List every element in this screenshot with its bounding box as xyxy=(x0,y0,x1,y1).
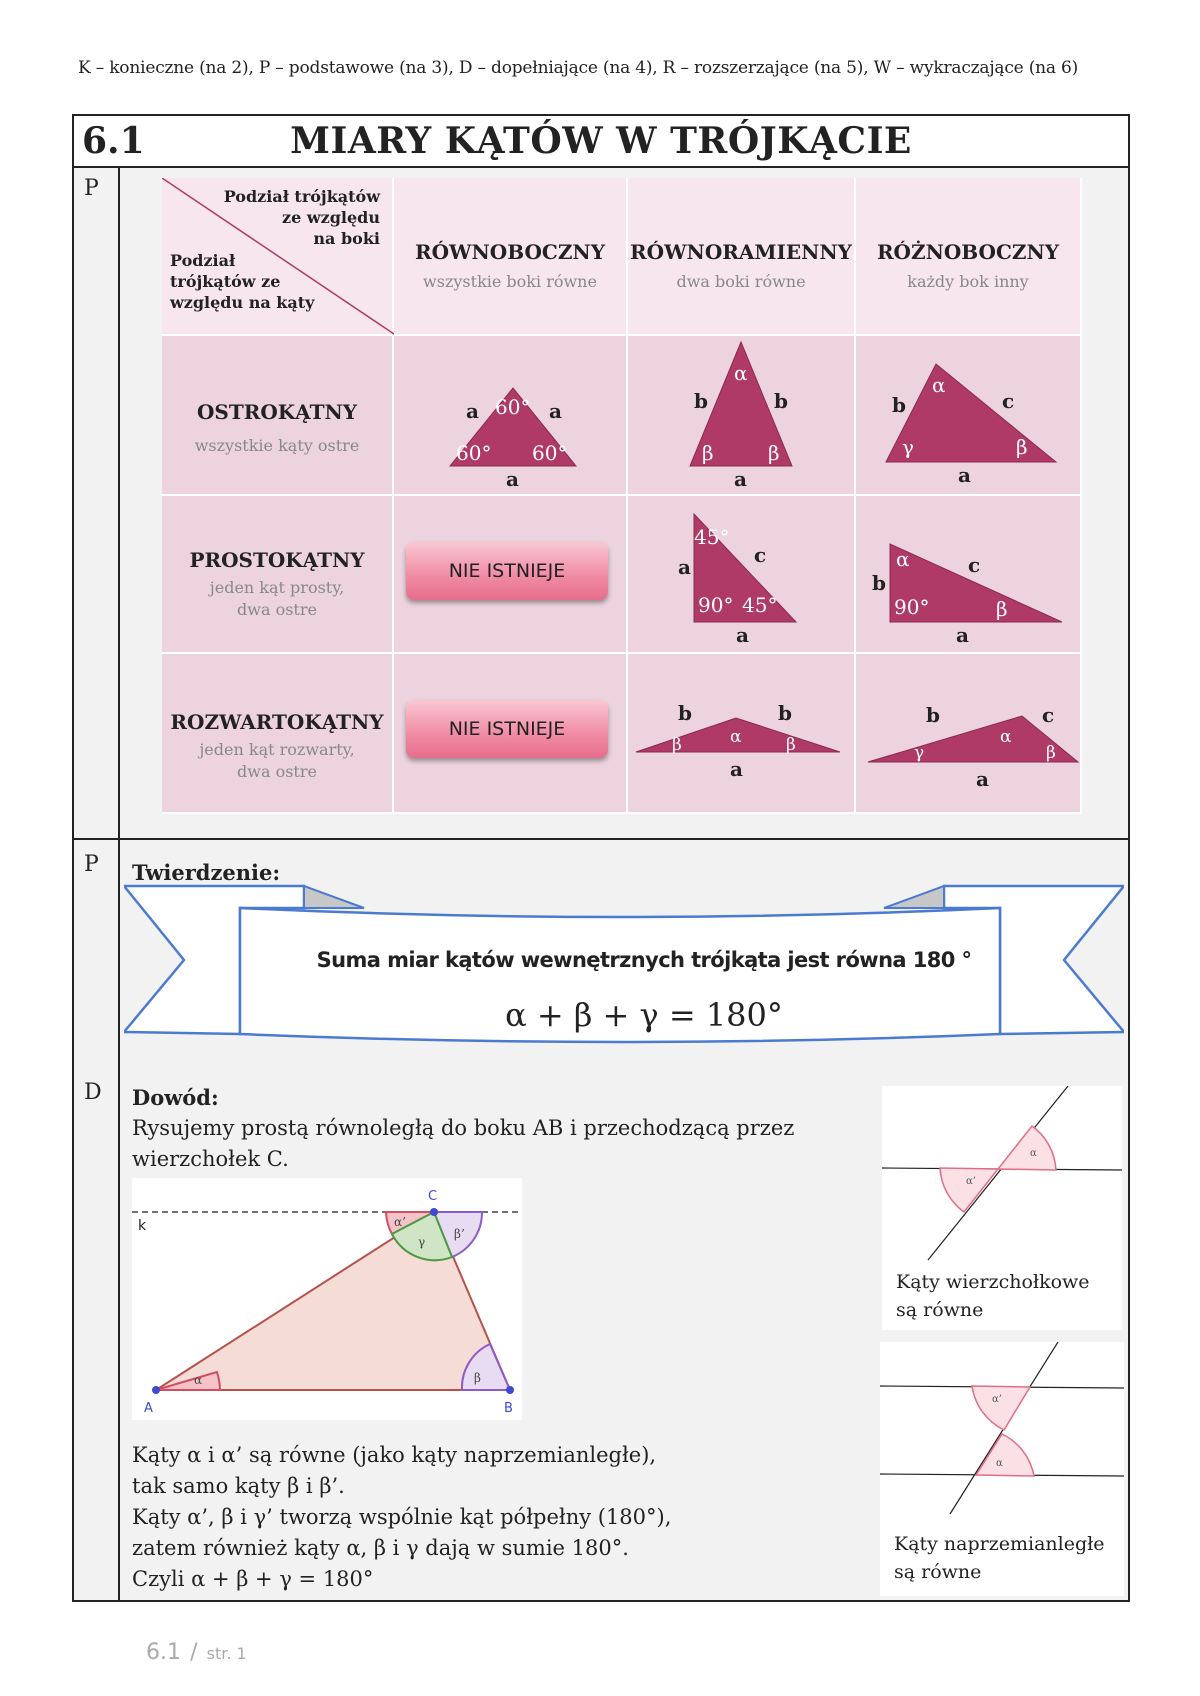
row-header-acute xyxy=(162,336,394,496)
angle-label: 60° xyxy=(495,395,531,419)
side-label: a xyxy=(730,757,743,781)
corner-bottom-line-1: Podział xyxy=(170,251,236,270)
side-label: c xyxy=(1042,703,1055,727)
corner-bottom-line-2: trójkątów ze xyxy=(170,272,281,291)
section-title: MIARY KĄTÓW W TRÓJKĄCIE xyxy=(290,120,912,162)
vertical-angles-figure xyxy=(882,1086,1122,1330)
column-title: RÓWNOBOCZNY xyxy=(415,240,605,264)
side-label: a xyxy=(956,623,969,647)
level-mark-table: P xyxy=(84,176,99,201)
angle-label: 45° xyxy=(694,525,730,549)
vertical-angles-diagram xyxy=(882,1086,1122,1266)
row-subtitle: jeden kąt prosty, xyxy=(209,578,345,597)
angle-label: γ xyxy=(914,743,925,763)
side-label: a xyxy=(549,399,562,423)
row-title: PROSTOKĄTNY xyxy=(189,548,365,572)
isosceles-acute-triangle xyxy=(628,336,856,496)
row-subtitle: dwa ostre xyxy=(237,600,317,619)
angle-label: β xyxy=(702,441,714,465)
caption-line: są równe xyxy=(896,1299,984,1321)
cell-obtuse-isosceles xyxy=(628,654,856,814)
column-subtitle: wszystkie boki równe xyxy=(423,272,597,291)
corner-top-line-2: ze względu xyxy=(282,208,380,227)
corner-top-line-1: Podział trójkątów xyxy=(223,187,380,206)
angle-label: β xyxy=(768,441,780,465)
proof-line: tak samo kąty β i β’. xyxy=(132,1474,345,1498)
caption-line: Kąty wierzchołkowe xyxy=(896,1271,1090,1293)
angle-label: 60° xyxy=(532,441,568,465)
not-exists-badge: NIE ISTNIEJE xyxy=(406,542,608,600)
angle-label: β xyxy=(996,597,1008,621)
angle-label: α xyxy=(1000,727,1012,747)
figure-caption xyxy=(896,1268,1090,1324)
side-label: b xyxy=(678,701,692,725)
proof-label: Dowód: xyxy=(132,1085,219,1110)
angle-label-alpha-prime: α’ xyxy=(394,1215,406,1229)
column-header-scalene xyxy=(856,178,1082,336)
cell-acute-scalene xyxy=(856,336,1082,496)
side-label: a xyxy=(734,467,747,491)
angle-label: α’ xyxy=(966,1176,976,1187)
column-title: RÓŻNOBOCZNY xyxy=(876,240,1060,264)
side-label: b xyxy=(774,389,788,413)
proof-line: Czyli α + β + γ = 180° xyxy=(132,1567,374,1591)
proof-line: Kąty α’, β i γ’ tworzą wspólnie kąt półpełny (180°), xyxy=(132,1505,672,1529)
footer-separator: / xyxy=(190,1640,198,1665)
section-frame xyxy=(72,114,1130,1602)
proof-intro: Rysujemy prostą równoległą do boku AB i przechodzącą przez wierzchołek C. xyxy=(132,1116,795,1171)
angle-label: α xyxy=(734,361,748,385)
angle-label: 90° xyxy=(698,593,734,617)
column-title: RÓWNORAMIENNY xyxy=(630,240,852,264)
alternate-angles-figure xyxy=(880,1342,1124,1596)
side-label: c xyxy=(968,553,981,577)
grading-legend: K – konieczne (na 2), P – podstawowe (na 3), D – dopełniające (na 4), R – rozszerzające (na 5), W – wykraczające (na 6) xyxy=(78,58,1079,78)
angle-label: 45° xyxy=(742,593,778,617)
column-header-isosceles xyxy=(628,178,856,336)
angle-label: γ xyxy=(902,435,914,459)
corner-bottom-line-3: względu na kąty xyxy=(170,293,315,312)
angle-label: β xyxy=(672,735,682,755)
scalene-right-triangle xyxy=(856,496,1082,654)
footer-section-number: 6.1 xyxy=(146,1640,181,1665)
footer-page-number: str. 1 xyxy=(206,1644,247,1663)
proof-conclusion xyxy=(132,1440,772,1595)
triangle-classification-table xyxy=(162,178,1082,814)
row-title: ROZWARTOKĄTNY xyxy=(170,710,384,734)
level-mark-theorem: P xyxy=(84,852,99,877)
angle-label: α’ xyxy=(992,1394,1002,1405)
line-label-k: k xyxy=(138,1218,147,1234)
equilateral-acute-triangle xyxy=(394,336,628,496)
isosceles-obtuse-triangle xyxy=(628,654,856,814)
side-label: c xyxy=(1002,389,1015,413)
angle-label-beta-prime: β’ xyxy=(454,1227,465,1241)
alternate-angles-diagram xyxy=(880,1342,1124,1522)
angle-label: 90° xyxy=(894,595,930,619)
corner-top-line-3: na boki xyxy=(313,229,380,248)
theorem-formula: α + β + γ = 180° xyxy=(505,996,783,1034)
vertex-label-a: A xyxy=(144,1401,153,1416)
side-label: b xyxy=(778,701,792,725)
theorem-statement: Suma miar kątów wewnętrznych trójkąta jest równa 180 ° xyxy=(316,948,972,972)
angle-label-alpha: α xyxy=(194,1373,203,1387)
section-number: 6.1 xyxy=(82,120,145,162)
angle-label: α xyxy=(896,547,910,571)
theorem-ribbon-banner xyxy=(124,882,1124,1062)
cell-obtuse-scalene xyxy=(856,654,1082,814)
column-subtitle: każdy bok inny xyxy=(907,272,1029,291)
angle-label: β xyxy=(1016,435,1028,459)
angle-label: α xyxy=(730,727,742,747)
figure-caption xyxy=(894,1530,1105,1586)
cell-right-equilateral xyxy=(394,496,628,654)
row-header-right xyxy=(162,496,394,654)
level-mark-proof: D xyxy=(84,1080,102,1105)
cell-right-scalene xyxy=(856,496,1082,654)
column-header-equilateral xyxy=(394,178,628,336)
angle-label: α xyxy=(1030,1148,1037,1159)
row-header-obtuse xyxy=(162,654,394,814)
row-title: OSTROKĄTNY xyxy=(196,400,358,424)
angle-label-beta: β xyxy=(474,1371,481,1385)
proof-block xyxy=(132,1082,832,1175)
side-label: a xyxy=(466,399,479,423)
side-label: b xyxy=(892,393,906,417)
side-label: c xyxy=(754,543,767,567)
row-subtitle: wszystkie kąty ostre xyxy=(194,436,360,455)
side-label: b xyxy=(694,389,708,413)
section-title-bar xyxy=(74,116,1128,168)
not-exists-badge: NIE ISTNIEJE xyxy=(406,700,608,758)
scalene-acute-triangle xyxy=(856,336,1082,496)
proof-line: Kąty α i α’ są równe (jako kąty naprzemianległe), xyxy=(132,1443,657,1467)
row-divider xyxy=(74,838,1128,840)
margin-divider xyxy=(118,166,120,1602)
side-label: a xyxy=(958,463,971,487)
side-label: a xyxy=(678,555,691,579)
angle-label: β xyxy=(1046,743,1056,763)
table-corner-cell xyxy=(162,178,394,336)
caption-line: Kąty naprzemianległe xyxy=(894,1533,1105,1555)
side-label: a xyxy=(976,767,989,791)
cell-right-isosceles xyxy=(628,496,856,654)
side-label: a xyxy=(736,623,749,647)
angle-label: β xyxy=(786,735,796,755)
caption-line: są równe xyxy=(894,1561,982,1583)
cell-acute-isosceles xyxy=(628,336,856,496)
side-label: b xyxy=(872,571,886,595)
side-label: b xyxy=(926,703,940,727)
cell-obtuse-equilateral xyxy=(394,654,628,814)
row-subtitle: jeden kąt rozwarty, xyxy=(199,740,355,759)
angle-label: 60° xyxy=(456,441,492,465)
theorem-label: Twierdzenie: xyxy=(132,860,281,885)
vertex-label-b: B xyxy=(504,1401,513,1416)
scalene-obtuse-triangle xyxy=(856,654,1082,814)
proof-line: zatem również kąty α, β i γ dają w sumie 180°. xyxy=(132,1536,629,1560)
angle-label: α xyxy=(996,1458,1003,1469)
proof-figure xyxy=(132,1178,522,1420)
column-subtitle: dwa boki równe xyxy=(676,272,806,291)
page-footer xyxy=(146,1640,247,1665)
vertex-label-c: C xyxy=(428,1189,438,1204)
proof-triangle-diagram xyxy=(132,1178,522,1420)
angle-label-gamma: γ xyxy=(418,1235,426,1249)
row-subtitle: dwa ostre xyxy=(237,762,317,781)
angle-label: α xyxy=(932,373,946,397)
isosceles-right-triangle xyxy=(628,496,856,654)
cell-acute-equilateral xyxy=(394,336,628,496)
side-label: a xyxy=(506,467,519,491)
